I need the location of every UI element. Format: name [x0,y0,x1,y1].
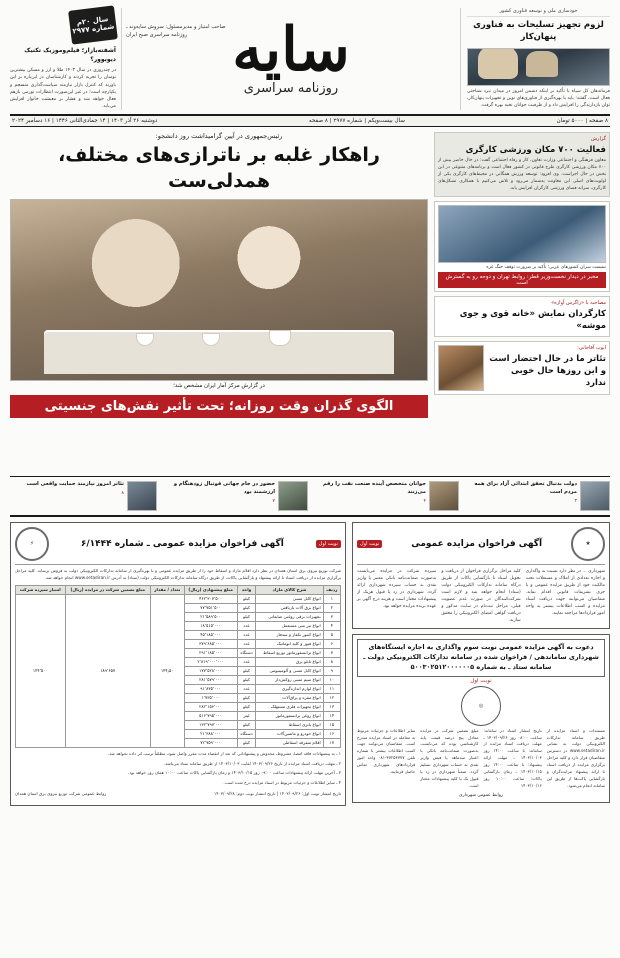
tender-notices-right [352,522,610,806]
cell-unit: کیلو [237,702,256,711]
sidebar-story-qatar-caption: نشست سران کشورهای عربی؛ تأکید بر ضرورت توقف جنگ غزه [486,265,606,271]
cell-row-no: ۱۴ [323,711,340,720]
cell-price: ۵۱۶٬۷۹۵٬۰۰۰ [184,711,237,720]
teaser-item[interactable] [312,481,459,511]
tender-second-header [357,527,605,565]
teapot-icon [269,330,291,346]
lead-band-headline: الگوی گذران وقت روزانه؛ تحت تأثیر نقش‌های جنسیتی [10,395,428,418]
th-price: مبلغ پیشنهادی (ریال) [184,585,237,594]
tender-main-header [15,527,341,565]
cell-price: ۳۷۹٬۶۸۵٬۰۰۰ [184,639,237,648]
tender-note-2: ۲ ـ مهلت دریافت اسناد مزایده از تاریخ ۱۴۰۳/۰۹/۲۶ لغایت ۱۴۰۳/۱۰/۰۳ از طریق سامانه ستاد می‌باشد. [163,760,341,766]
dateline-center: سال بیست‌ویکم | شماره ۲۹۷۷ | ۸ صفحه [308,118,405,124]
tender-footer-right: روابط عمومی شرکت توزیع نیروی برق استان همدان [15,790,107,796]
lead-story [10,132,428,472]
sidebar-interview-kicker: مصاحبه با «زاگرس آوازه» [551,300,606,307]
cell-unit: عدد [237,630,256,639]
newspaper-logo: سایه [232,15,350,85]
lead-band-subtitle: در گزارش مرکز آمار ایران مشخص شد؛ [173,383,265,390]
cell-price: ۲۱٬۳۸۸٬۰۰۰ [184,729,237,738]
teaser-thumbnail [580,481,610,511]
masthead-imprint: صاحب امتیاز و مدیرمسئول: سروش سایه‌وند ـ روزنامه سراسری صبح ایران [126,24,226,38]
cell-row-no: ۲ [323,603,340,612]
sidebar-story-labor-kicker: گزارش [590,136,606,142]
sidebar-story-labor-title: فعالیت ۷۰۰ مکان ورزشی کارگری [465,145,606,155]
cell-row-no: ۱۲ [323,693,340,702]
sidebar-aghakhani-title: تئاتر ما در حال احتضار است و این روزها حال خوبی ندارد [489,353,606,389]
sidebar-photo-qatar [438,205,606,263]
cell-price: ۱۳۲٬۷۹۷٬۰۰۰ [184,720,237,729]
cell-unit: کیلو [237,603,256,612]
cell-desc: اقلام متفرقه اسقاطی [256,738,323,747]
cell-desc: انواع کابل مسی [256,594,323,603]
tender-main-table [15,585,341,748]
tender-footer-left: تاریخ انتشار نوبت اول: ۱۴۰۳/۰۹/۲۶ | تاریخ انتشار نوبت دوم: ۱۴۰۳/۰۹/۲۸ [213,790,341,796]
cell-desc: انواع مقره و یراق‌آلات [256,693,323,702]
right-sidebar [434,132,610,472]
teaser-page: ۳ [574,498,577,504]
masthead-left-story [10,8,122,110]
cell-desc: انواع تیر بتنی مستعمل [256,621,323,630]
teaser-thumbnail [278,481,308,511]
masthead-left-headline: آشفته‌بازار؛ فیلم‌وموزیک تکنیک دیوبوور؟ [24,47,116,64]
cell-price: ۲۸۱٬۵۷۹٬۰۰۰ [184,675,237,684]
teaser-item[interactable] [10,481,157,511]
cell-row-no: ۳ [323,612,340,621]
cell-unit: لیتر [237,711,256,720]
teaser-strip [10,476,610,517]
main-content [10,132,610,472]
sidebar-interview-title: کارگردان نمایش «خانه قوی و جوی موشه» [459,309,606,332]
cell-deposit: ۱۴۴٬۵۰۰ [16,594,66,747]
newspaper-subtitle: روزنامه سراسری [243,81,339,96]
th-guarantee: مبلغ تضمین شرکت در مزایده (ریال) [65,585,150,594]
cell-unit: کیلو [237,693,256,702]
cell-desc: انواع برق آلات بازیافتی [256,603,323,612]
cell-price: ۲۸۲٬۱۵۶٬۰۰۰ [184,702,237,711]
sidebar-story-qatar[interactable] [434,201,610,292]
cell-unit: کیلو [237,666,256,675]
dateline-bar [10,116,610,127]
sidebar-story-labor[interactable] [434,132,610,197]
masthead-right-photo [467,48,610,87]
cell-row-no: ۱۳ [323,702,340,711]
teaser-text: جوانان متخصص آینده صنعت نفت را رقم می‌زنند [322,481,426,495]
cell-unit: کیلو [237,675,256,684]
cell-price: ۴۶۲٬۳۰۷٬۵۰۰ [184,594,237,603]
cell-row-no: ۶ [323,639,340,648]
classified-section [10,522,610,806]
masthead [10,8,610,116]
tender-second-col-2: کلیه مراحل برگزاری فراخوان از دریافت و تحویل اسناد تا بازگشایی پاکات از طریق درگاه سامانه تدارکات الکترونیکی دولت (ستاد) انجام خواهد شد و لازم است شرکت‌کنندگان در صورت عدم عضویت قبلی، مراحل ثبت‌نام در سایت مذکور و دریافت گواهی امضای الکترونیکی را محقق سازند. [441,569,521,624]
cell-desc: تجهیزات برقی روغنی ضایعاتی [256,612,323,621]
tender-main-title: آگهی فراخوان مزایده عمومی ـ شماره ۶/۱۴۴۴ [80,539,284,549]
tender-note-1: ۱ ـ به پیشنهادات فاقد امضا، مشروط، مخدوش و پیشنهاداتی که بعد از انقضاء مدت مقرر واصل شود، مطلقاً ترتیب اثر داده نخواهد شد. [107,750,341,756]
teaser-thumbnail [127,481,157,511]
cell-row-no: ۱۵ [323,720,340,729]
teaser-thumbnail [429,481,459,511]
cell-unit: عدد [237,657,256,666]
cell-row-no: ۹ [323,666,340,675]
th-unit: واحد [237,585,256,594]
cell-row-no: ۵ [323,630,340,639]
masthead-left-body: در چندروزی در سال ۱۴۰۳ طلا و ارز و مسکن بیشترین نوسان را تجربه کردند و کارشناسان در این‌باره بر این باورند که کنترل بازار نیازمند سیاست‌گذاری منسجم و یکپارچه است؛ در غیر این‌صورت انتظارات تورمی بازهم فعال خواهد شد و فشار بر معیشت خانوار افزایش می‌یابد. [10,68,116,109]
cell-row-no: ۱۶ [323,729,340,738]
teaser-page: ۴ [423,498,426,504]
cell-price: ۱۷۷٬۵۲۸٬۰۰۰ [184,666,237,675]
tender-second-columns [357,568,605,624]
tender-notice-main[interactable] [10,522,346,806]
cell-unit: عدد [237,639,256,648]
teaser-text: حضور در جام جهانی فوتبال زودهنگام و ارزشمند بود [173,481,275,495]
sidebar-story-labor-body: معاون فرهنگی و اجتماعی وزارت تعاون، کار و رفاه اجتماعی گفت: در حال حاضر بیش از ۷۰۰ مکان ورزشی کارگری طرح قانونی در کشور فعال است و برنامه‌های متنوعی در این بخش در حال اجراست. وی افزود: توسعه ورزش همگانی در محیط‌های کارگری یکی از اولویت‌های اصلی این معاونت به‌شمار می‌رود و تلاش می‌کنیم با همکاری تشکل‌های کارگری، سرانه فضای ورزشی کارگران افزایش یابد. [438,158,606,192]
cell-price: ۲٬۸۱۹٬۰۰۰٬۰۰۰ [184,657,237,666]
cell-guarantee: ۱۸۹٬۶۵۷ [65,594,150,747]
tender-note-3: ۳ ـ آخرین مهلت ارائه پیشنهادات ساعت ۰۹:۰۰ روز ۱۴۰۳/۱۰/۱۵ و زمان بازگشایی پاکات ساعت ۱۰:۰۰ همان روز خواهد بود. [127,770,341,776]
cell-row-no: ۱۱ [323,684,340,693]
cell-price: ۱۸٬۵۱۵٬۰۰۰ [184,621,237,630]
tender-note-4: ۴ ـ سایر اطلاعات و جزئیات مربوط در اسناد مزایده درج شده است. [223,780,341,785]
cell-row-no: ۱ [323,594,340,603]
tender-table-header-row [16,585,341,594]
cell-desc: انواع تجهیزات فلزی مستهلک [256,702,323,711]
masthead-right-caption: فرماندهان کل سپاه با تأکید بر اینکه دشمن امروز در میدان نبرد شناختی فعال است، گفتند: باید با بهره‌گیری از فناوری‌های نوین و تجهیزات پنهان‌کار، توان بازدارندگی را افزایش داد و از ظرفیت جوانان نخبه بهره گرفت. [467,89,610,109]
sidebar-story-theatre-interview[interactable] [434,296,610,337]
tender-second-badge: نوبت اول [357,540,382,548]
cell-unit: دستگاه [237,729,256,738]
sidebar-photo-aghakhani [438,345,484,391]
th-quantity: تعداد / مقدار [150,585,184,594]
auction-notice-col-4: سایر اطلاعات و جزئیات مربوط به معامله در اسناد مزایده مندرج است. متقاضیان می‌توانند جهت کسب اطلاعات بیشتر با شماره تلفن ۳۷۲۵۳۷۷۷-۰۸۱ واحد امور قراردادهای شهرداری تماس حاصل فرمایند. [357,727,416,775]
cell-unit: عدد [237,684,256,693]
tender-main-badge: نوبت اول [316,540,341,548]
teaser-item[interactable] [161,481,308,511]
lead-kicker: رئیس‌جمهوری در آیین گرامیداشت روز دانشجو: [155,132,283,140]
cell-desc: انواع تابلو برق [256,657,323,666]
cell-desc: انواع کنتور تکفاز و سه‌فاز [256,630,323,639]
cell-row-no: ۴ [323,621,340,630]
city-logo-icon: ◎ [461,686,501,726]
cell-price: ۲۹۱٬۱۸۵٬۰۰۰ [184,648,237,657]
th-desc: شرح کالای مازاد [256,585,323,594]
th-row-no: ردیف [323,585,340,594]
auction-notice-col-3: مبلغ تضمین شرکت در مزایده معادل پنج درصد قیمت پایه کارشناسی بوده که می‌بایست به‌صورت ضمانت‌نامه بانکی با اعتبار سه‌ماهه یا فیش واریز نقدی به حساب شهرداری تسلیم گردد. ضمناً شهرداری در رد یا قبول یک یا کلیه پیشنهادات مختار است. [420,727,479,788]
tender-notice-second[interactable] [352,522,610,629]
cell-unit: کیلو [237,612,256,621]
tender-second-col-1: شهرداری ... در نظر دارد نسبت به واگذاری و اجاره تعدادی از املاک و مستغلات تحت مالکیت خود از طریق مزایده عمومی و با جری تشریفات قانونی اقدام نماید. متقاضیان می‌توانند جهت دریافت اسناد مزایده و کسب اطلاعات بیشتر به واحد امور قراردادها مراجعه نمایند. [525,569,605,617]
cell-price: ۲۱٬۵۸۹٬۵۰۰ [184,612,237,621]
municipality-seal-icon: ★ [571,527,605,561]
tender-second-col-3: سپرده شرکت در مزایده می‌بایست به‌صورت ضمانت‌نامه بانکی معتبر یا واریز نقدی به حساب سپرده شهرداری ارائه گردد. شهرداری در رد یا قبول هریک از پیشنهادات مختار است و هزینه درج آگهی بر عهده برنده مزایده خواهد بود. [357,569,437,610]
auction-notice-columns [357,728,605,790]
cell-desc: انواع باتری اسقاط [256,720,323,729]
cell-quantity: ۱۴۴٫۵۰ [150,594,184,747]
auction-notice-title: دعوت به آگهی مزایده عمومی نوبت سوم واگذاری به اجاره ایستگاه‌های شهرداری ساماندهی / فراخوان شده در سامانه تدارکات الکترونیکی دولت ـ سامانه ستاد ـ به شماره ۵۰۰۳۰۲۵۱۲۰۰۰۰۰۰۵ [357,639,605,676]
sidebar-story-aghakhani[interactable] [434,341,610,395]
cell-unit: دستگاه [237,648,256,657]
issue-stamp: سال ۲۰م شماره ۲۹۷۷ [68,5,118,45]
sidebar-aghakhani-kicker: ایوب آقاخانی: [577,344,606,351]
auction-notice-third-round[interactable] [352,634,610,803]
lead-photo [10,199,428,381]
cell-row-no: ۱۰ [323,675,340,684]
power-company-seal-icon: ⚡ [15,527,49,561]
cell-unit: کیلو [237,738,256,747]
teaser-text: دولت بدنبال تحقق ابتدائی آزاد برای همه مردم است [474,481,577,495]
cell-unit: کیلو [237,594,256,603]
cell-desc: انواع کابل مسی و آلومینیومی [256,666,323,675]
cell-price: ۴۵٬۱۸۵٬۰۰۰ [184,630,237,639]
cell-row-no: ۷ [323,648,340,657]
cell-price: ۷۷٬۷۵۱٬۵۰۰ [184,603,237,612]
auction-notice-col-2: تاریخ انتشار اسناد در سامانه: ساعت ۰۸:۰۰ روز ۱۴۰۳/۰۹/۲۶ ـ مهلت دریافت اسناد مزایده از سامانه: تا ساعت ۱۴:۰۰ روز ۱۴۰۳/۱۰/۰۳ ـ مهلت ارائه پیشنهاد: تا ساعت ۱۴:۰۰ روز ۱۴۰۳/۱۰/۱۵ ـ زمان بازگشایی پاکات: ساعت ۱۰:۰۰ روز ۱۴۰۳/۱۰/۱۶ [483,727,542,788]
cell-price: ۱٬۷۳۵٬۰۰۰ [184,693,237,702]
masthead-right-headline: لزوم تجهیز تسلیحات به فناوری پنهان‌کار [473,20,604,42]
masthead-center [122,8,460,110]
cell-desc: انواع لوازم اندازه‌گیری [256,684,323,693]
cell-price: ۹۱٬۸۳۵٬۰۰۰ [184,684,237,693]
masthead-right-kicker: خودسازی ملی و توسعه فناوری کشور [467,8,610,17]
masthead-right-story [460,8,610,110]
cell-desc: انواع فیوز و کلید اتوماتیک [256,639,323,648]
teaser-page: ۷ [272,498,275,504]
auction-notice-subtitle: نوبت اول [470,677,492,684]
cell-desc: انواع ترانسفورماتور توزیع اسقاط [256,648,323,657]
cell-unit: کیلو [237,720,256,729]
teaser-page: ۸ [121,490,124,496]
sidebar-story-qatar-band: مخبر در دیدار نخست‌وزیر قطر: روابط تهران و دوحه رو به گسترش است [438,272,606,288]
th-deposit: امتیاز سپرده شرکت [16,585,66,594]
dateline-right: دوشنبه ۲۶ آذر ۱۴۰۳ | ۱۴ جمادی‌الثانی ۱۴۴۶ | ۱۶ دسامبر ۲۰۲۴ [12,118,158,124]
cell-price: ۷۲٬۷۵۹٬۰۰۰ [184,738,237,747]
cell-row-no: ۱۷ [323,738,340,747]
cell-unit: عدد [237,621,256,630]
table-row [16,594,341,603]
tender-main-intro: شرکت توزیع نیروی برق استان همدان در نظر دارد اقلام مازاد و اسقاط خود را از طریق مزایده عمومی و با بهره‌گیری از سامانه تدارکات الکترونیکی دولت به فروش برساند. کلیه مراحل برگزاری مزایده از دریافت اسناد تا ارائه پیشنهاد و بازگشایی پاکات، از طریق درگاه سامانه تدارکات الکترونیکی دولت (ستاد) به آدرس www.setadiran.ir انجام خواهد شد. [15,568,341,580]
teaser-item[interactable] [463,481,610,511]
dateline-left: ۸ صفحه | ۵۰۰۰ تومان [556,118,608,124]
lead-headline: راهکار غلبه بر ناترازی‌های مختلف، همدلی‌ست [58,144,380,192]
cell-desc: انواع روغن ترانسفورماتور [256,711,323,720]
auction-notice-footer: روابط عمومی شهرداری [459,792,503,798]
cell-desc: انواع سیم مسی روکش‌دار [256,675,323,684]
tender-second-title: آگهی فراخوان مزایده عمومی [411,539,543,549]
cell-row-no: ۸ [323,657,340,666]
tender-table-body [16,594,341,747]
auction-notice-col-1: مستندات و اسناد مزایده از طریق سامانه تدارکات الکترونیکی دولت به نشانی www.setadiran.ir در دسترس متقاضیان قرار دارد و کلیه مراحل برگزاری مزایده از دریافت اسناد تا ارائه پیشنهاد مزایده‌گران و بازگشایی پاکت‌ها از طریق این سامانه انجام می‌شود. [546,727,605,788]
cell-desc: انواع خودرو و ماشین‌آلات [256,729,323,738]
teaser-text: تئاتر امروز نیازمند حمایت واقعی است [26,481,124,487]
